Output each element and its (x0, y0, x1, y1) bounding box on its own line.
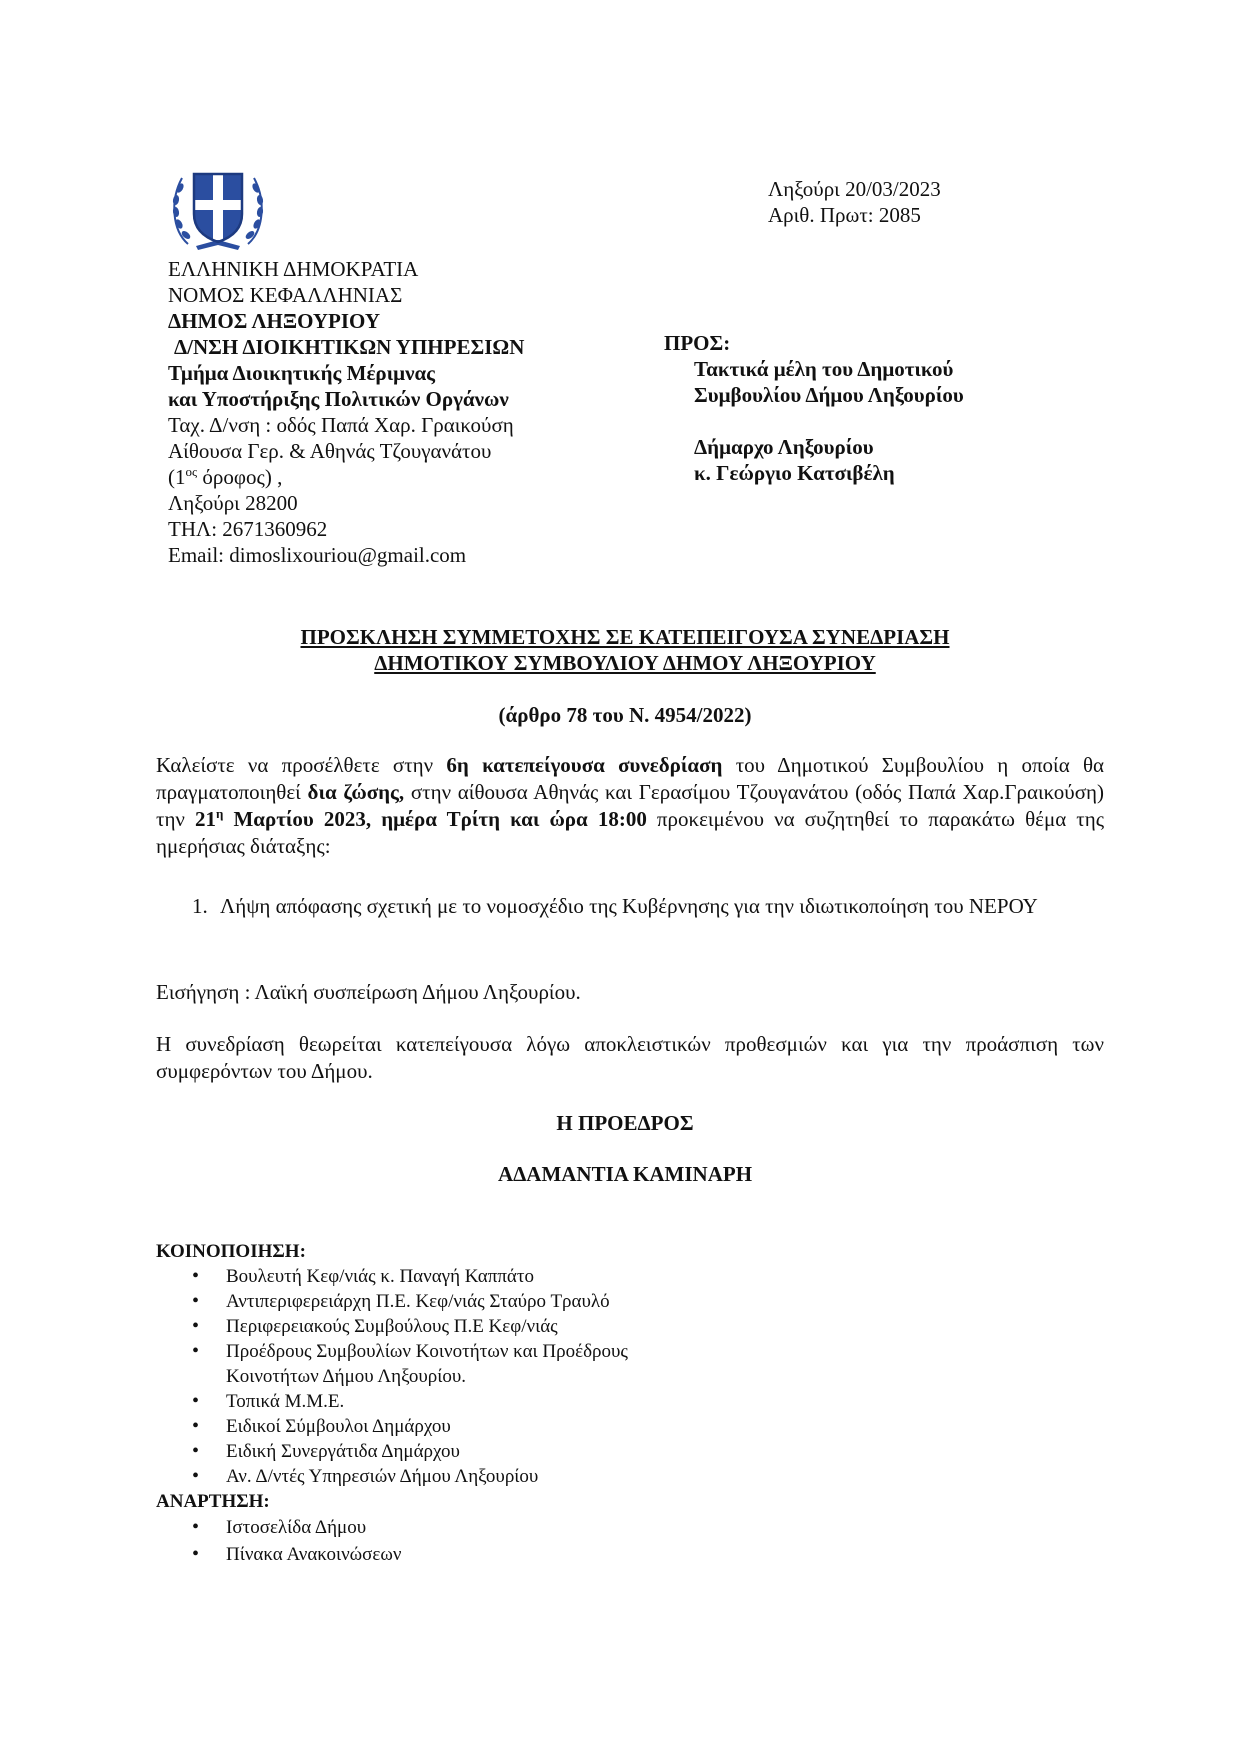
title-line2: ΔΗΜΟΤΙΚΟΥ ΣΥΜΒΟΥΛΙΟΥ ΔΗΜΟΥ ΛΗΞΟΥΡΙΟΥ (374, 651, 876, 675)
greek-coat-of-arms-icon (166, 160, 270, 256)
list-item: • Αν. Δ/ντές Υπηρεσιών Δήμου Ληξουρίου (192, 1464, 628, 1489)
list-item: • Ειδική Συνεργάτιδα Δημάρχου (192, 1439, 628, 1464)
rapporteur-paragraph: Εισήγηση : Λαϊκή συσπείρωση Δήμου Ληξουρίου. (156, 980, 581, 1004)
list-item: • Περιφερειακούς Συμβούλους Π.Ε Κεφ/νιάς (192, 1314, 628, 1339)
sender-country: ΕΛΛΗΝΙΚΗ ΔΗΜΟΚΡΑΤΙΑ (168, 257, 419, 281)
list-item: • Ειδικοί Σύμβουλοι Δημάρχου (192, 1414, 628, 1439)
document-date: Ληξούρι 20/03/2023 (768, 177, 941, 201)
posting-list (192, 1514, 401, 1568)
sender-phone: ΤΗΛ: 2671360962 (168, 517, 328, 541)
sender-department-line2: και Υποστήριξης Πολιτικών Οργάνων (168, 387, 509, 411)
list-item: • Προέδρους Συμβουλίων Κοινοτήτων και Προέδρους Κοινοτήτων Δήμου Ληξουρίου. (192, 1339, 628, 1389)
cc-list (192, 1264, 628, 1489)
list-item: • Ιστοσελίδα Δήμου (192, 1514, 401, 1541)
protocol-number: Αριθ. Πρωτ: 2085 (768, 203, 921, 227)
sender-city: Ληξούρι 28200 (168, 491, 298, 515)
urgency-paragraph: Η συνεδρίαση θεωρείται κατεπείγουσα λόγω αποκλειστικών προθεσμιών και για την προάσπιση των συμφερόντων του Δήμου. (156, 1032, 1104, 1083)
sender-department-line1: Τμήμα Διοικητικής Μέριμνας (168, 361, 436, 385)
cc-label: ΚΟΙΝΟΠΟΙΗΣΗ: (156, 1241, 306, 1262)
legal-article-reference: (άρθρο 78 του Ν. 4954/2022) (498, 703, 752, 727)
sender-municipality: ΔΗΜΟΣ ΛΗΞΟΥΡΙΟΥ (168, 309, 380, 333)
agenda-item-number: 1. (192, 894, 208, 918)
recipient-line: Συμβουλίου Δήμου Ληξουρίου (694, 383, 964, 407)
agenda-item-text: Λήψη απόφασης σχετική με το νομοσχέδιο της Κυβέρνησης για την ιδιωτικοποίηση του ΝΕΡΟΥ (220, 894, 1038, 918)
sender-prefecture: ΝΟΜΟΣ ΚΕΦΑΛΛΗΝΙΑΣ (168, 283, 403, 307)
recipients-block (664, 330, 1084, 486)
recipients-label: ΠΡΟΣ: (664, 331, 731, 355)
sender-address: Ταχ. Δ/νση : οδός Παπά Χαρ. Γραικούση (168, 413, 514, 437)
signature-name: ΑΔΑΜΑΝΤΙΑ ΚΑΜΙΝΑΡΗ (497, 1162, 753, 1186)
list-item: • Βουλευτή Κεφ/νιάς κ. Παναγή Καππάτο (192, 1264, 628, 1289)
posting-label: ΑΝΑΡΤΗΣΗ: (156, 1491, 270, 1512)
invitation-paragraph: Καλείστε να προσέλθετε στην 6η κατεπείγουσα συνεδρίαση του Δημοτικού Συμβουλίου η οποία θα πραγματοποιηθεί δια ζώσης, στην αίθουσα Αθηνάς και Γερασίμου Τζουγανάτου (οδός Παπά Χαρ.Γραικούση) την $21^\eta$ Μαρτίου 2023, ημέρα Τρίτη και ώρα 18:00 προκειμένου να συζητηθεί το παρακάτω θέμα της ημερήσιας διάταξης: (156, 753, 1105, 858)
list-item: • Τοπικά Μ.Μ.Ε. (192, 1389, 628, 1414)
title-line1: ΠΡΟΣΚΛΗΣΗ ΣΥΜΜΕΤΟΧΗΣ ΣΕ ΚΑΤΕΠΕΙΓΟΥΣΑ ΣΥΝΕΔΡΙΑΣΗ (300, 625, 950, 649)
sender-directorate: Δ/ΝΣΗ ΔΙΟΙΚΗΤΙΚΩΝ ΥΠΗΡΕΣΙΩΝ (174, 335, 525, 359)
signature-role: Η ΠΡΟΕΔΡΟΣ (556, 1111, 694, 1135)
agenda-item (192, 893, 1104, 920)
date-protocol-block (768, 176, 941, 228)
list-item: • Πίνακα Ανακοινώσεων (192, 1541, 401, 1568)
recipient-line: κ. Γεώργιο Κατσιβέλη (694, 461, 895, 485)
list-item: • Αντιπεριφερειάρχη Π.Ε. Κεφ/νιάς Σταύρο Τραυλό (192, 1289, 628, 1314)
recipient-line: Τακτικά μέλη του Δημοτικού (694, 357, 954, 381)
sender-block (168, 256, 728, 568)
sender-email: Email: dimoslixouriou@gmail.com (168, 543, 467, 567)
sender-hall: Αίθουσα Γερ. & Αθηνάς Τζουγανάτου (168, 439, 492, 463)
sender-floor: ($1^{o\varsigma}$ όροφος) , (168, 464, 283, 489)
recipient-line: Δήμαρχο Ληξουρίου (694, 435, 874, 459)
document-title (150, 624, 1100, 676)
